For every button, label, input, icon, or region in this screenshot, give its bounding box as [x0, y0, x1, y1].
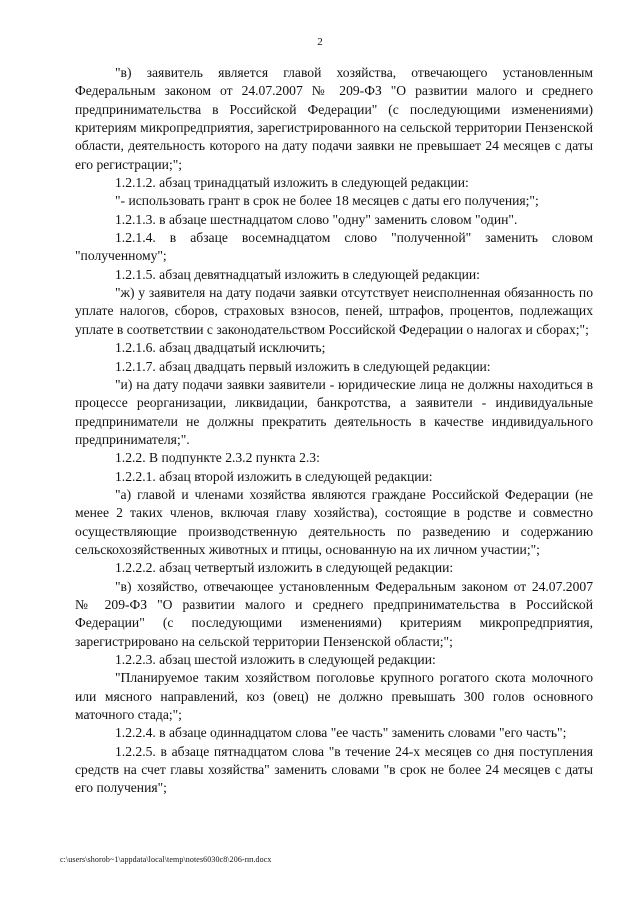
paragraph: "- использовать грант в срок не более 18 месяцев с даты его получения;"; — [115, 193, 539, 209]
paragraph: 1.2.1.4. в абзаце восемнадцатом слово "полученной" заменить словом "полученному"; — [75, 230, 593, 264]
paragraph: 1.2.1.3. в абзаце шестнадцатом слово "одну" заменить словом "один". — [115, 211, 518, 227]
paragraph: "в) заявитель является главой хозяйства, отвечающего установленным Федеральным законом от 24.07.2007 № 209-ФЗ "О развитии малого и среднего предпринимательства в Российской Федерации" (с последующими изменениями) критериям микропредприятия, зарегистрированного на сельской территории Пензенской области, деятельность которого на дату подачи заявки не превышает 24 месяцев с даты его регистрации;"; — [75, 65, 593, 172]
paragraph: 1.2.2.2. абзац четвертый изложить в следующей редакции: — [115, 560, 454, 576]
paragraph: 1.2.2. В подпункте 2.3.2 пункта 2.3: — [115, 450, 320, 466]
paragraph: "Планируемое таким хозяйством поголовье крупного рогатого скота молочного или мясного направлений, коз (овец) не должно превышать 300 голов основного маточного стада;"; — [75, 670, 593, 723]
paragraph: 1.2.2.3. абзац шестой изложить в следующей редакции: — [115, 652, 436, 667]
paragraph: 1.2.2.1. абзац второй изложить в следующей редакции: — [115, 468, 433, 484]
paragraph: 1.2.2.5. в абзаце пятнадцатом слова "в течение 24-х месяцев со дня поступления средств на счет главы хозяйства" заменить словами "в срок не более 24 месяцев с даты его получения"; — [75, 743, 593, 796]
paragraph: "и) на дату подачи заявки заявители - юридические лица не должны находиться в процессе реорганизации, ликвидации, банкротства, а заявители - индивидуальные предприниматели не должны прекратить деятельность в качестве индивидуального предпринимателя;". — [75, 376, 593, 447]
page-number: 2 — [317, 36, 323, 48]
file-path-footer: c:\users\shorob~1\appdata\local\temp\notes6030c8\206-пп.docx — [60, 855, 272, 864]
paragraph: 1.2.2.4. в абзаце одиннадцатом слова "ее часть" заменить словами "его часть"; — [115, 725, 567, 741]
paragraph: "в) хозяйство, отвечающее установленным Федеральным законом от 24.07.2007 № 209-ФЗ "О развитии малого и среднего предпринимательства в Российской Федерации" (с последующими изменениями) критериям микропредприятия, зарегистрировано на сельской территории Пензенской области;"; — [75, 578, 593, 649]
paragraph: 1.2.1.5. абзац девятнадцатый изложить в следующей редакции: — [115, 266, 480, 282]
paragraph: 1.2.1.2. абзац тринадцатый изложить в следующей редакции: — [115, 175, 469, 191]
paragraph: "а) главой и членами хозяйства являются граждане Российской Федерации (не менее 2 таких членов, включая главу хозяйства), состоящие в родстве и совместно осуществляющие производственную деятельность по разведению и содержанию сельскохозяйственных животных и птицы, основанную на их личном участии;"; — [75, 486, 593, 557]
document-body — [75, 64, 593, 798]
paragraph: "ж) у заявителя на дату подачи заявки отсутствует неисполненная обязанность по уплате налогов, сборов, страховых взносов, пеней, штрафов, процентов, подлежащих уплате в соответствии с законодательством Российской Федерации о налогах и сборах;"; — [75, 285, 593, 337]
paragraph: 1.2.1.7. абзац двадцать первый изложить в следующей редакции: — [115, 358, 491, 374]
paragraph: 1.2.1.6. абзац двадцатый исключить; — [115, 340, 326, 356]
